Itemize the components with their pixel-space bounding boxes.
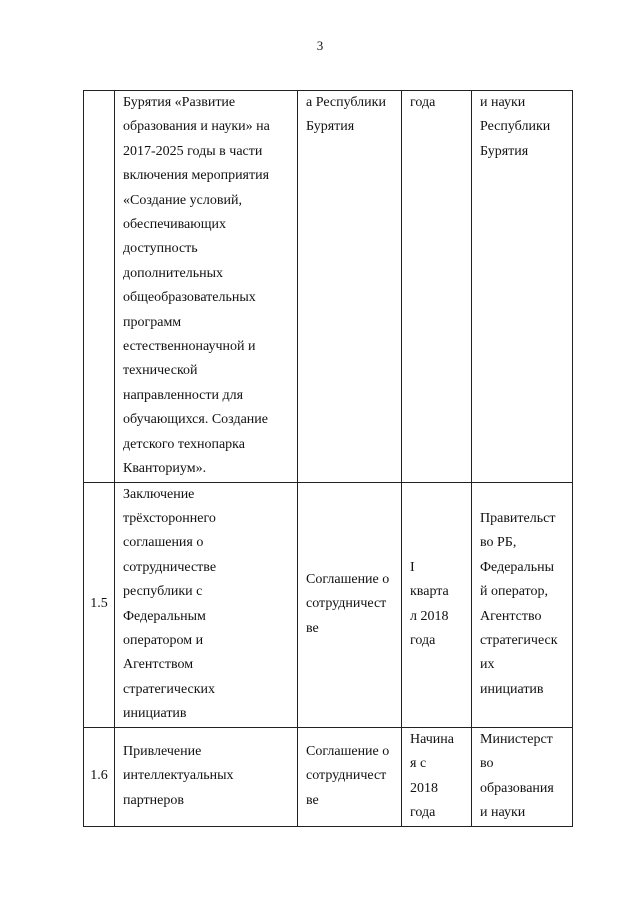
table-row (84, 727, 573, 826)
event-cell: Привлечение интеллектуальных партнеров (115, 727, 298, 826)
result-cell: Соглашение о сотрудничест ве (298, 727, 402, 826)
event-cell: Бурятия «Развитие образования и науки» на 2017-2025 годы в части включения мероприятия «Создание условий, обеспечивающих доступность дополнительных общеобразовательных программ естественнонаучной и технической направленности для обучающихся. Создание детского технопарка Кванториум». (115, 91, 298, 483)
table-row (84, 482, 573, 727)
row-number: 1.6 (84, 727, 115, 826)
responsible-cell: Министерст во образования и науки (472, 727, 573, 826)
plan-table (83, 90, 573, 827)
event-cell: Заключение трёхстороннего соглашения о сотрудничестве республики с Федеральным оператором и Агентством стратегических инициатив (115, 482, 298, 727)
page-number: 3 (316, 38, 324, 53)
table-row (84, 91, 573, 483)
row-number: 1.5 (84, 482, 115, 727)
result-cell: а Республики Бурятия (298, 91, 402, 483)
deadline-cell: I кварта л 2018 года (402, 482, 472, 727)
deadline-cell: года (402, 91, 472, 483)
row-number (84, 91, 115, 483)
responsible-cell: и науки Республики Бурятия (472, 91, 573, 483)
deadline-cell: Начина я с 2018 года (402, 727, 472, 826)
responsible-cell: Правительст во РБ, Федеральны й оператор, Агентство стратегическ их инициатив (472, 482, 573, 727)
result-cell: Соглашение о сотрудничест ве (298, 482, 402, 727)
